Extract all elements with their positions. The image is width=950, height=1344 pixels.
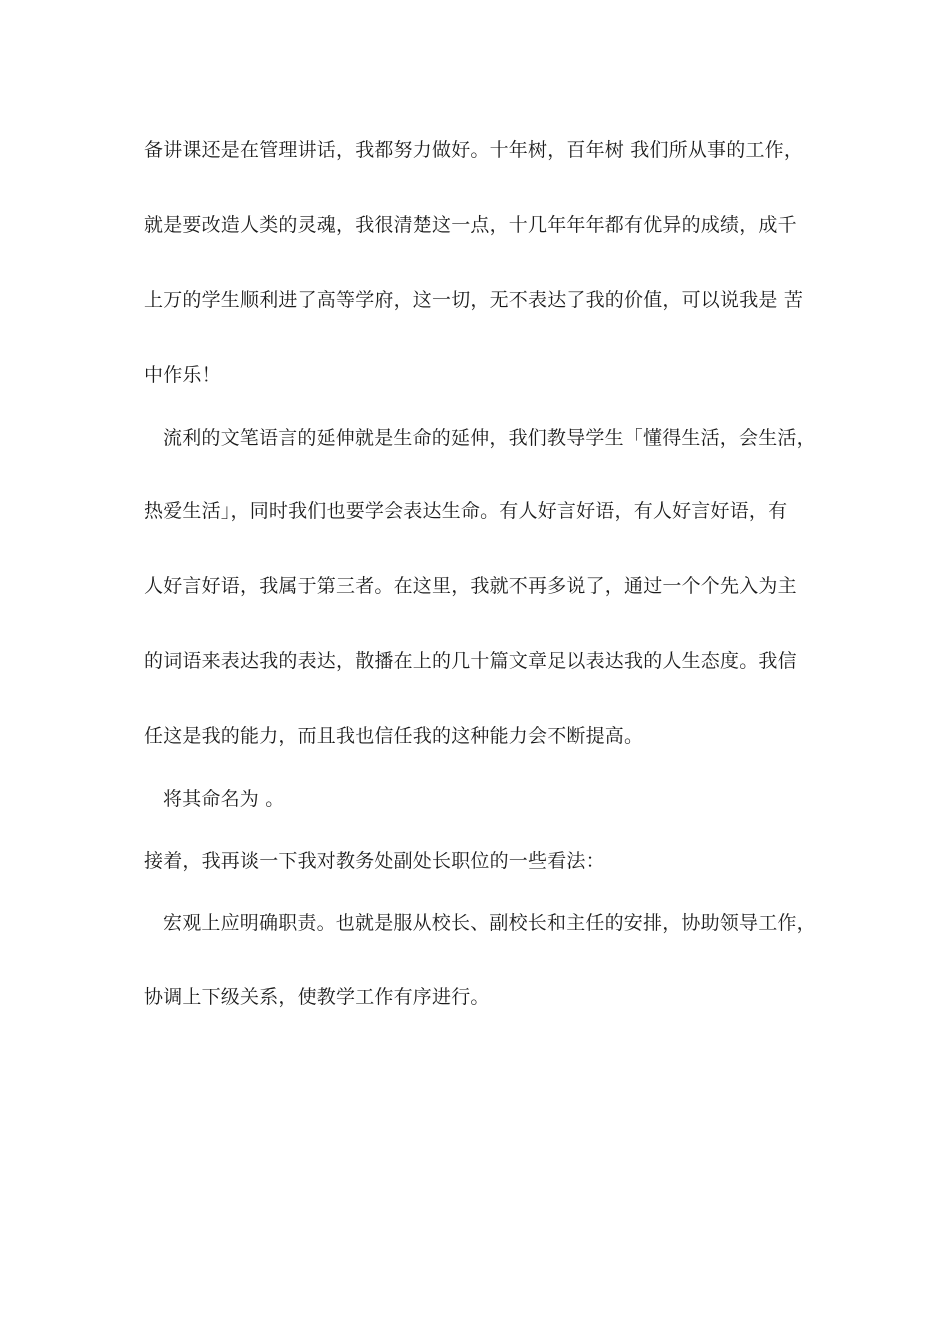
text-line-1: 备讲课还是在管理讲话，我都努力做好。十年树，百年树 我们所从事的工作， xyxy=(144,139,804,161)
text-line-3: 上万的学生顺利进了高等学府，这一切，无不表达了我的价值，可以说我是 苦 xyxy=(144,289,804,311)
text-line-12: 宏观上应明确职责。也就是服从校长、副校长和主任的安排，协助领导工作， xyxy=(163,912,816,934)
text-line-13: 协调上下级关系，使教学工作有序进行。 xyxy=(144,986,490,1008)
text-line-6: 热爱生活」，同时我们也要学会表达生命。有人好言好语，有人好言好语，有 xyxy=(144,500,788,522)
text-line-2: 就是要改造人类的灵魂，我很清楚这一点，十几年年年都有优异的成绩，成千 xyxy=(144,214,797,236)
text-line-9: 任这是我的能力，而且我也信任我的这种能力会不断提高。 xyxy=(144,725,644,747)
text-line-11: 接着，我再谈一下我对教务处副处长职位的一些看法： xyxy=(144,850,605,872)
text-line-4: 中作乐！ xyxy=(144,364,221,386)
text-line-8: 的词语来表达我的表达，散播在上的几十篇文章足以表达我的人生态度。我信 xyxy=(144,650,797,672)
text-line-10: 将其命名为 。 xyxy=(163,788,285,810)
text-line-7: 人好言好语，我属于第三者。在这里，我就不再多说了，通过一个个先入为主 xyxy=(144,575,797,597)
text-line-5: 流利的文笔语言的延伸就是生命的延伸，我们教导学生「懂得生活，会生活， xyxy=(163,427,816,449)
